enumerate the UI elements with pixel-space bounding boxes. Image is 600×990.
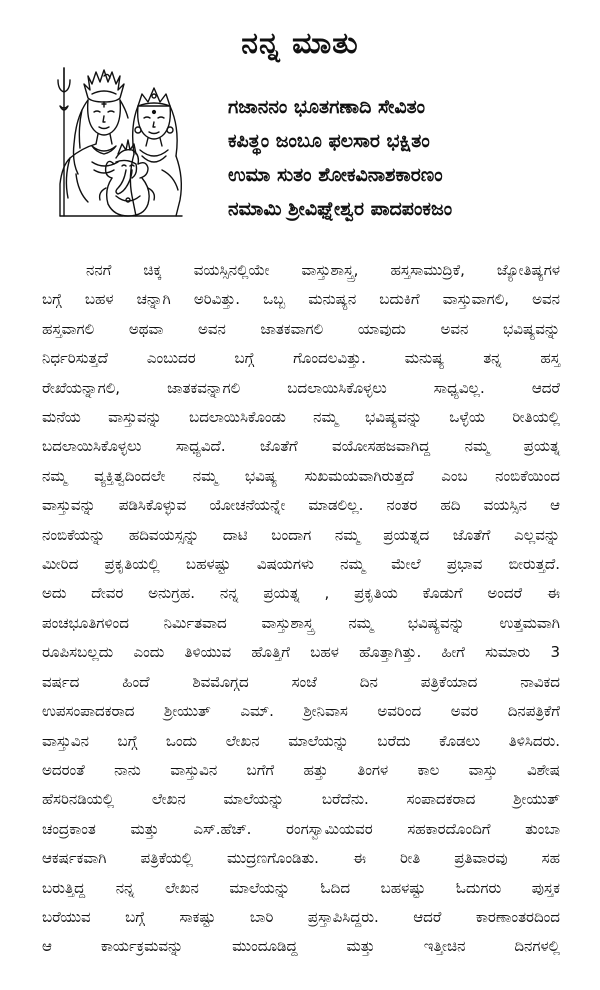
body-line: ರೇಖೆಯನ್ನಾಗಲಿ, ಜಾತಕವನ್ನಾಗಲಿ ಬದಲಾಯಿಸಿಕೊಳ್ಳಲು ಸಾಧ್ಯವಿಲ್ಲ. ಆದರೆ: [42, 378, 560, 397]
page-heading: ನನ್ನ ಮಾತು: [241, 26, 359, 61]
body-line: ಹೆಸರಿನಡಿಯಲ್ಲಿ ಲೇಖನ ಮಾಲೆಯನ್ನು ಬರೆದೆನು. ಸಂಪಾದಕರಾದ ಶ್ರೀಯುತ್: [42, 790, 560, 809]
body-line: ನಿರ್ಧರಿಸುತ್ತದೆ ಎಂಬುದರ ಬಗ್ಗೆ ಗೊಂದಲವಿತ್ತು. ಮನುಷ್ಯ ತನ್ನ ಹಸ್ತ: [42, 349, 560, 368]
body-line: ಬದಲಾಯಿಸಿಕೊಳ್ಳಲು ಸಾಧ್ಯವಿದೆ. ಜೊತೆಗೆ ವಯೋಸಹಜವಾಗಿದ್ದ ನಮ್ಮ ಪ್ರಯತ್ನ: [42, 437, 560, 456]
body-line: ಅದು ದೇವರ ಅನುಗ್ರಹ. ನನ್ನ ಪ್ರಯತ್ನ , ಪ್ರಕೃತಿಯ ಕೊಡುಗೆ ಅಂದರೆ ಈ: [42, 584, 560, 603]
body-line: ವಾಸ್ತುವನ್ನು ಪಡಿಸಿಕೊಳ್ಳುವ ಯೋಚನೆಯನ್ನೇ ಮಾಡಲಿಲ್ಲ. ನಂತರ ಹದಿ ವಯಸ್ಸಿನ ಆ: [42, 496, 560, 515]
body-line: ಮನೆಯ ವಾಸ್ತುವನ್ನು ಬದಲಾಯಿಸಿಕೊಂಡು ನಮ್ಮ ಭವಿಷ್ಯವನ್ನು ಒಳ್ಳೆಯ ರೀತಿಯಲ್ಲಿ: [42, 408, 560, 427]
body-line: ವಾಸ್ತುವಿನ ಬಗ್ಗೆ ಒಂದು ಲೇಖನ ಮಾಲೆಯನ್ನು ಬರೆದು ಕೊಡಲು ತಿಳಿಸಿದರು.: [42, 731, 560, 750]
body-paragraph: [42, 256, 560, 962]
body-line: ಮೀರಿದ ಪ್ರಕೃತಿಯಲ್ಲಿ ಬಹಳಷ್ಟು ವಿಷಯಗಳು ನಮ್ಮ ಮೇಲೆ ಪ್ರಭಾವ ಬೀರುತ್ತದೆ.: [42, 555, 560, 574]
verse-line: ಗಜಾನನಂ ಭೂತಗಣಾದಿ ಸೇವಿತಂ: [228, 96, 426, 118]
verse-line: ನಮಾಮಿ ಶ್ರೀವಿಘ್ನೇಶ್ವರ ಪಾದಪಂಕಜಂ: [228, 198, 453, 220]
body-line: ಬರುತ್ತಿದ್ದ ನನ್ನ ಲೇಖನ ಮಾಲೆಯನ್ನು ಓದಿದ ಬಹಳಷ್ಟು ಓದುಗರು ಪುಸ್ತಕ: [42, 878, 560, 897]
body-line: ನನಗೆ ಚಿಕ್ಕ ವಯಸ್ಸಿನಲ್ಲಿಯೇ ವಾಸ್ತುಶಾಸ್ತ್ರ, ಹಸ್ತಸಾಮುದ್ರಿಕೆ, ಜ್ಯೋತಿಷ್ಯಗಳ: [86, 261, 560, 279]
body-line: ನಮ್ಮ ವ್ಯಕ್ತಿತ್ವದಿಂದಲೇ ನಮ್ಮ ಭವಿಷ್ಯ ಸುಖಮಯವಾಗಿರುತ್ತದೆ ಎಂಬ ನಂಬಿಕೆಯಿಂದ: [42, 466, 560, 485]
shiva-parvati-ganesha-icon: [52, 66, 210, 222]
body-line: ಆಕರ್ಷಕವಾಗಿ ಪತ್ರಿಕೆಯಲ್ಲಿ ಮುದ್ರಣಗೊಂಡಿತು. ಈ ರೀತಿ ಪ್ರತಿವಾರವು ಸಹ: [42, 849, 560, 868]
verse-line: ಕಪಿತ್ಥಂ ಜಂಬೂ ಫಲಸಾರ ಭಕ್ಷಿತಂ: [228, 130, 430, 152]
body-line: ಆ ಕಾರ್ಯಕ್ರಮವನ್ನು ಮುಂದೂಡಿದ್ದ ಮತ್ತು ಇತ್ತೀಚಿನ ದಿನಗಳಲ್ಲಿ: [42, 937, 560, 956]
prayer-verse: [228, 90, 578, 226]
body-line: ಹಸ್ತವಾಗಲಿ ಅಥವಾ ಅವನ ಜಾತಕವಾಗಲಿ ಯಾವುದು ಅವನ ಭವಿಷ್ಯವನ್ನು: [42, 319, 560, 338]
body-line: ಉಪಸಂಪಾದಕರಾದ ಶ್ರೀಯುತ್ ಎಮ್. ಶ್ರೀನಿವಾಸ ಅವರಿಂದ ಅವರ ದಿನಪತ್ರಿಕೆಗೆ: [42, 702, 560, 721]
body-line: ಅದರಂತೆ ನಾನು ವಾಸ್ತುವಿನ ಬಗೆಗೆ ಹತ್ತು ತಿಂಗಳ ಕಾಲ ವಾಸ್ತು ವಿಶೇಷ: [42, 760, 560, 779]
body-line: ಚಂದ್ರಕಾಂತ ಮತ್ತು ಎಸ್.ಹೆಚ್. ರಂಗಸ್ವಾಮಿಯವರ ಸಹಕಾರದೊಂದಿಗೆ ತುಂಬಾ: [42, 819, 560, 838]
body-line: ವರ್ಷದ ಹಿಂದೆ ಶಿವಮೊಗ್ಗದ ಸಂಜೆ ದಿನ ಪತ್ರಿಕೆಯಾದ ನಾವಿಕದ: [42, 672, 560, 691]
body-line: ಬರೆಯುವ ಬಗ್ಗೆ ಸಾಕಷ್ಟು ಬಾರಿ ಪ್ರಸ್ತಾಪಿಸಿದ್ದರು. ಆದರೆ ಕಾರಣಾಂತರದಿಂದ: [42, 907, 560, 926]
body-line: ಬಗ್ಗೆ ಬಹಳ ಚನ್ನಾಗಿ ಅರಿವಿತ್ತು. ಒಬ್ಬ ಮನುಷ್ಯನ ಬದುಕಿಗೆ ವಾಸ್ತುವಾಗಲಿ, ಅವನ: [42, 290, 560, 309]
body-line: ಪಂಚಭೂತಿಗಳಿಂದ ನಿರ್ಮಿತವಾದ ವಾಸ್ತುಶಾಸ್ತ್ರ ನಮ್ಮ ಭವಿಷ್ಯವನ್ನು ಉತ್ತಮವಾಗಿ: [42, 613, 560, 632]
verse-line: ಉಮಾ ಸುತಂ ಶೋಕವಿನಾಶಕಾರಣಂ: [228, 164, 443, 186]
body-line: ನಂಬಿಕೆಯನ್ನು ಹದಿವಯಸ್ಸನ್ನು ದಾಟಿ ಬಂದಾಗ ನಮ್ಮ ಪ್ರಯತ್ನದ ಜೊತೆಗೆ ಎಲ್ಲವನ್ನು: [42, 525, 560, 544]
body-line: ರೂಪಿಸಬಲ್ಲದು ಎಂದು ತಿಳಿಯುವ ಹೊತ್ತಿಗೆ ಬಹಳ ಹೊತ್ತಾಗಿತ್ತು. ಹೀಗೆ ಸುಮಾರು 3: [42, 643, 560, 662]
